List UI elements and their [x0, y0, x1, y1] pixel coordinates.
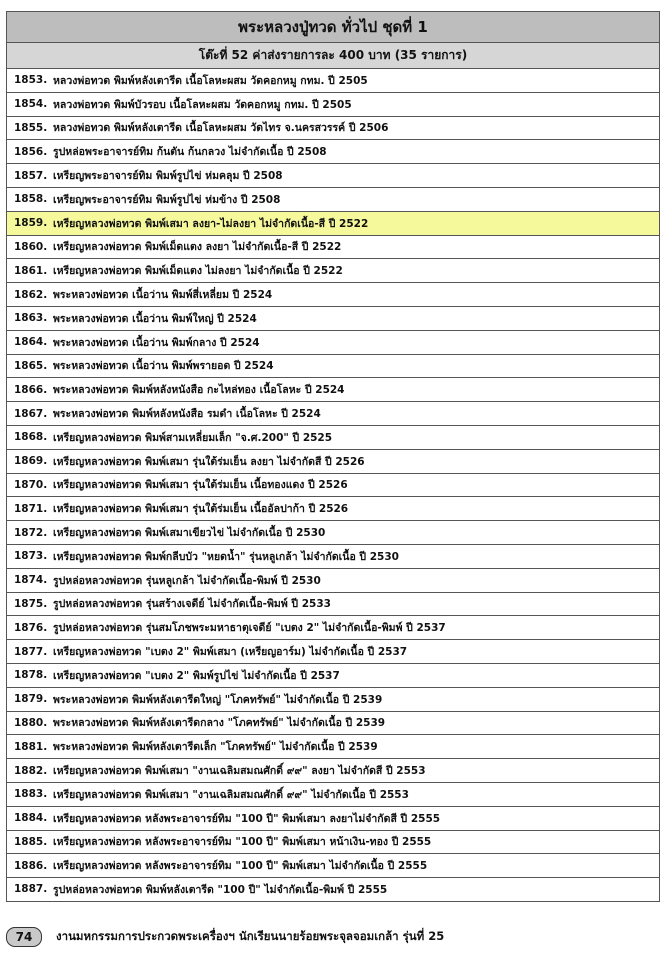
item-description: เหรียญหลวงพ่อทวด พิมพ์เสมา รุ่นใต้ร่มเย็น เนื้อทองแดง ปี 2526	[53, 479, 348, 492]
item-number: 1882.	[14, 764, 48, 777]
item-description: รูปหล่อหลวงพ่อทวด รุ่นสร้างเจดีย์ ไม่จำกัดเนื้อ-พิมพ์ ปี 2533	[53, 598, 331, 611]
item-number: 1883.	[14, 788, 48, 801]
catalog-table	[6, 11, 660, 902]
table-row	[7, 236, 659, 260]
table-row	[7, 93, 659, 117]
table-row	[7, 521, 659, 545]
item-description: เหรียญหลวงพ่อทวด หลังพระอาจารย์ทิม "100 ปี" พิมพ์เสมา หน้าเงิน-ทอง ปี 2555	[53, 836, 432, 849]
table-row	[7, 450, 659, 474]
table-row	[7, 117, 659, 141]
item-description: เหรียญหลวงพ่อทวด พิมพ์เสมา "งานเฉลิมสมณศักดิ์ ๙๙" ลงยา ไม่จำกัดสี ปี 2553	[53, 765, 426, 777]
item-number: 1853.	[14, 74, 48, 87]
item-number: 1879.	[14, 693, 48, 706]
item-number: 1878.	[14, 669, 48, 682]
table-row	[7, 164, 659, 188]
item-number: 1874.	[14, 574, 48, 587]
table-row	[7, 616, 659, 640]
item-number: 1877.	[14, 645, 48, 658]
item-description: พระหลวงพ่อทวด พิมพ์หลังเตารีดกลาง "โภคทรัพย์" ไม่จำกัดเนื้อ ปี 2539	[53, 717, 386, 730]
table-row	[7, 402, 659, 426]
table-row	[7, 283, 659, 307]
item-description: พระหลวงพ่อทวด พิมพ์หลังเตารีดใหญ่ "โภคทรัพย์" ไม่จำกัดเนื้อ ปี 2539	[53, 693, 383, 706]
item-description: พระหลวงพ่อทวด เนื้อว่าน พิมพ์พรายอด ปี 2524	[53, 360, 274, 373]
table-row	[7, 140, 659, 164]
table-row	[7, 331, 659, 355]
item-number: 1870.	[14, 478, 48, 491]
table-row	[7, 188, 659, 212]
item-number: 1860.	[14, 240, 48, 253]
table-subtitle: โต๊ะที่ 52 ค่าส่งรายการละ 400 บาท (35 รายการ)	[7, 43, 659, 69]
table-row	[7, 497, 659, 521]
item-number: 1857.	[14, 169, 48, 182]
item-description: เหรียญหลวงพ่อทวด พิมพ์เสมา "งานเฉลิมสมณศักดิ์ ๙๙" ไม่จำกัดเนื้อ ปี 2553	[53, 788, 409, 801]
item-description: เหรียญหลวงพ่อทวด พิมพ์เม็ดแตง ไม่ลงยา ไม่จำกัดเนื้อ ปี 2522	[53, 265, 343, 278]
table-row	[7, 735, 659, 759]
item-description: พระหลวงพ่อทวด เนื้อว่าน พิมพ์ใหญ่ ปี 2524	[53, 312, 257, 325]
item-description: พระหลวงพ่อทวด เนื้อว่าน พิมพ์สี่เหลี่ยม ปี 2524	[53, 289, 273, 302]
item-description: เหรียญหลวงพ่อทวด พิมพ์เม็ดแตง ลงยา ไม่จำกัดเนื้อ-สี ปี 2522	[53, 241, 342, 254]
table-row	[7, 878, 659, 902]
table-row	[7, 259, 659, 283]
page-footer	[6, 925, 444, 949]
item-number: 1856.	[14, 145, 48, 158]
item-description: เหรียญหลวงพ่อทวด พิมพ์เสมา รุ่นใต้ร่มเย็น ลงยา ไม่จำกัดสี ปี 2526	[53, 455, 365, 468]
item-description: เหรียญหลวงพ่อทวด พิมพ์สามเหลี่ยมเล็ก "จ.ศ.200" ปี 2525	[53, 431, 333, 444]
item-number: 1865.	[14, 359, 48, 372]
item-number: 1876.	[14, 621, 48, 634]
item-description: พระหลวงพ่อทวด พิมพ์หลังเตารีดเล็ก "โภคทรัพย์" ไม่จำกัดเนื้อ ปี 2539	[53, 741, 378, 754]
item-number: 1867.	[14, 407, 48, 420]
item-description: เหรียญพระอาจารย์ทิม พิมพ์รูปไข่ ห่มคลุม ปี 2508	[53, 170, 283, 183]
item-number: 1881.	[14, 740, 48, 753]
item-description: เหรียญหลวงพ่อทวด พิมพ์เสมา รุ่นใต้ร่มเย็น เนื้ออัลปาก้า ปี 2526	[53, 503, 349, 516]
page-title: พระหลวงปู่ทวด ทั่วไป ชุดที่ 1	[7, 12, 659, 43]
item-number: 1864.	[14, 336, 48, 349]
item-number: 1875.	[14, 597, 48, 610]
table-row	[7, 593, 659, 617]
item-description: เหรียญหลวงพ่อทวด "เบตง 2" พิมพ์รูปไข่ ไม่จำกัดเนื้อ ปี 2537	[53, 669, 340, 682]
item-number: 1886.	[14, 859, 48, 872]
table-row	[7, 307, 659, 331]
item-description: เหรียญหลวงพ่อทวด "เบตง 2" พิมพ์เสมา (เหรียญอาร์ม) ไม่จำกัดเนื้อ ปี 2537	[53, 646, 408, 659]
table-row	[7, 854, 659, 878]
item-number: 1854.	[14, 98, 48, 111]
item-number: 1863.	[14, 312, 48, 325]
item-number: 1862.	[14, 288, 48, 301]
item-description: เหรียญหลวงพ่อทวด พิมพ์กลีบบัว "หยดน้ำ" รุ่นหลูเกล้า ไม่จำกัดเนื้อ ปี 2530	[53, 550, 399, 563]
item-description: หลวงพ่อทวด พิมพ์หลังเตารีด เนื้อโลหะผสม วัดคอกหมู กทม. ปี 2505	[53, 74, 368, 87]
item-number: 1866.	[14, 383, 48, 396]
table-row	[7, 688, 659, 712]
item-description: เหรียญหลวงพ่อทวด พิมพ์เสมา ลงยา-ไม่ลงยา ไม่จำกัดเนื้อ-สี ปี 2522	[53, 217, 369, 230]
item-number: 1868.	[14, 431, 48, 444]
item-description: เหรียญพระอาจารย์ทิม พิมพ์รูปไข่ ห่มข้าง ปี 2508	[53, 193, 281, 206]
table-row	[7, 545, 659, 569]
item-description: พระหลวงพ่อทวด เนื้อว่าน พิมพ์กลาง ปี 2524	[53, 336, 260, 349]
table-row	[7, 807, 659, 831]
table-row	[7, 69, 659, 93]
table-row	[7, 759, 659, 783]
item-description: เหรียญหลวงพ่อทวด หลังพระอาจารย์ทิม "100 ปี" พิมพ์เสมา ลงยาไม่จำกัดสี ปี 2555	[53, 812, 441, 825]
table-row	[7, 640, 659, 664]
item-description: เหรียญหลวงพ่อทวด หลังพระอาจารย์ทิม "100 ปี" พิมพ์เสมา ไม่จำกัดเนื้อ ปี 2555	[53, 860, 428, 873]
item-number: 1885.	[14, 835, 48, 848]
table-row	[7, 569, 659, 593]
item-number: 1873.	[14, 550, 48, 563]
table-row	[7, 474, 659, 498]
page-number-badge: 74	[6, 927, 42, 947]
item-number: 1869.	[14, 455, 48, 468]
item-number: 1855.	[14, 121, 48, 134]
table-row	[7, 783, 659, 807]
item-description: พระหลวงพ่อทวด พิมพ์หลังหนังสือ กะไหล่ทอง เนื้อโลหะ ปี 2524	[53, 384, 345, 397]
item-number: 1887.	[14, 883, 48, 896]
table-row	[7, 212, 659, 236]
item-description: เหรียญหลวงพ่อทวด พิมพ์เสมาเขียวไข่ ไม่จำกัดเนื้อ ปี 2530	[53, 527, 326, 540]
item-number: 1872.	[14, 526, 48, 539]
item-number: 1861.	[14, 264, 48, 277]
footer-text: งานมหกรรมการประกวดพระเครื่องฯ นักเรียนนายร้อยพระจุลจอมเกล้า รุ่นที่ 25	[56, 929, 445, 943]
item-number: 1884.	[14, 812, 48, 825]
item-description: รูปหล่อหลวงพ่อทวด พิมพ์หลังเตารีด "100 ปี" ไม่จำกัดเนื้อ-พิมพ์ ปี 2555	[53, 883, 388, 896]
item-number: 1858.	[14, 193, 48, 206]
table-row	[7, 426, 659, 450]
item-number: 1871.	[14, 502, 48, 515]
item-number: 1880.	[14, 716, 48, 729]
item-list	[7, 69, 659, 902]
table-row	[7, 664, 659, 688]
table-row	[7, 355, 659, 379]
table-row	[7, 831, 659, 855]
item-description: หลวงพ่อทวด พิมพ์หลังเตารีด เนื้อโลหะผสม วัดไทร จ.นครสวรรค์ ปี 2506	[53, 122, 389, 135]
item-description: หลวงพ่อทวด พิมพ์บัวรอบ เนื้อโลหะผสม วัดคอกหมู กทม. ปี 2505	[53, 98, 352, 111]
table-row	[7, 712, 659, 736]
item-description: รูปหล่อพระอาจารย์ทิม ก้นตัน ก้นกลวง ไม่จำกัดเนื้อ ปี 2508	[53, 146, 327, 159]
item-description: รูปหล่อหลวงพ่อทวด รุ่นหลูเกล้า ไม่จำกัดเนื้อ-พิมพ์ ปี 2530	[53, 574, 321, 587]
table-row	[7, 378, 659, 402]
item-description: รูปหล่อหลวงพ่อทวด รุ่นสมโภชพระมหาธาตุเจดีย์ "เบตง 2" ไม่จำกัดเนื้อ-พิมพ์ ปี 2537	[53, 622, 446, 635]
item-number: 1859.	[14, 217, 48, 230]
item-description: พระหลวงพ่อทวด พิมพ์หลังหนังสือ รมดำ เนื้อโลหะ ปี 2524	[53, 408, 321, 421]
